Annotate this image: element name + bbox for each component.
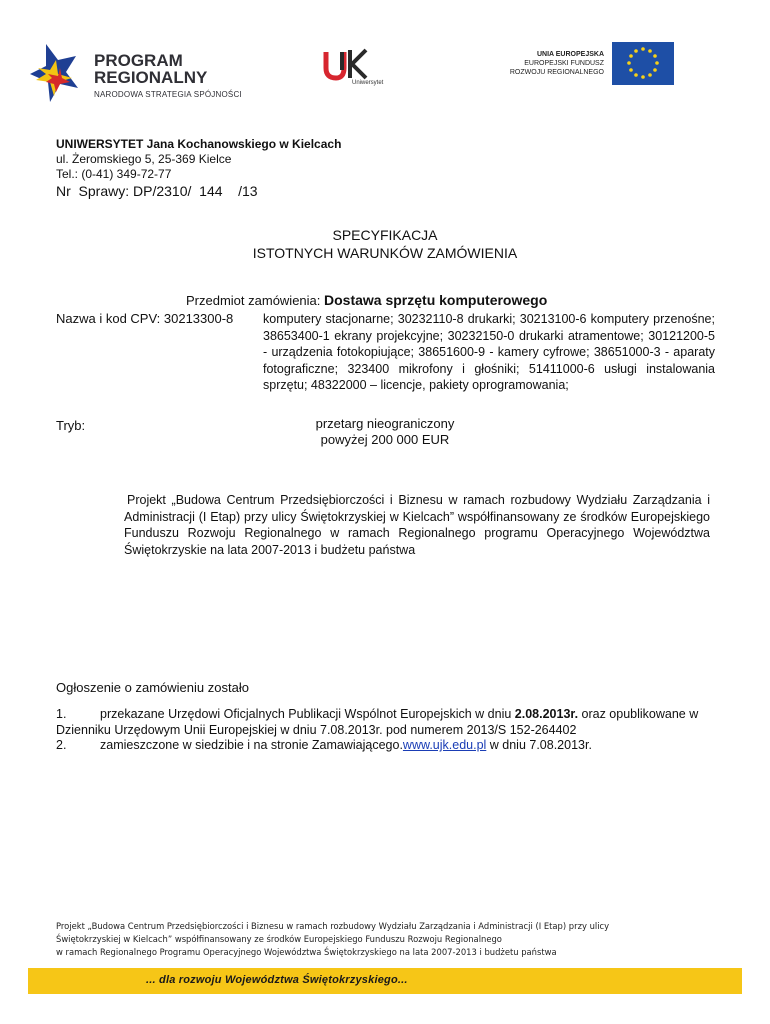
footer-bar [28, 968, 742, 994]
announcement-item-2 [56, 738, 716, 754]
ujk-website-link[interactable]: www.ujk.edu.pl [402, 738, 487, 752]
institution-name: UNIWERSYTET Jana Kochanowskiego w Kielcach [56, 137, 342, 151]
item-1-number: 1. [56, 707, 67, 721]
eu-stars-icon [612, 42, 674, 85]
eu-line-2: EUROPEJSKI FUNDUSZ [524, 60, 604, 67]
mode-value [0, 416, 770, 448]
eu-logo-text [488, 50, 604, 77]
institution-block [56, 137, 341, 182]
footer-slogan: ... dla rozwoju Województwa Świętokrzyskiego... [146, 974, 408, 986]
subject-value: Dostawa sprzętu komputerowego [324, 292, 548, 308]
eu-flag-icon [612, 42, 674, 85]
item-2-text-b: w dniu 7.08.2013r. [486, 738, 592, 752]
item-1-date: 2.08.2013r. [514, 707, 579, 721]
item-1-text-b: oraz opublikowane w Dzienniku Urzędowym Unii Europejskiej w dniu 7.08.2013r. pod numerem 2013/S 152-264402 [56, 707, 699, 737]
eu-line-1: UNIA EUROPEJSKA [536, 51, 604, 58]
item-1-text-a: przekazane Urzędowi Oficjalnych Publikacji Wspólnot Europejskich w dniu [100, 707, 515, 721]
footer-note [56, 920, 716, 959]
ujk-emblem-icon [322, 48, 372, 82]
order-subject [186, 292, 547, 308]
cpv-label: Nazwa i kod CPV: 30213300-8 [56, 311, 234, 326]
mode-label: Tryb: [56, 418, 86, 433]
institution-phone: Tel.: (0-41) 349-72-77 [56, 167, 172, 181]
program-regionalny-logo [28, 40, 258, 106]
mode-value-line-2: powyżej 200 000 EUR [320, 432, 450, 447]
program-regionalny-star-icon [28, 40, 88, 106]
cpv-codes: komputery stacjonarne; 30232110-8 drukarki; 30213100-6 komputery przenośne; 38653400-1 ekrany projekcyjne; 30232150-0 drukarki atramentowe; 30121200-5 - urządzenia fotokopiujące; 38651600-9 - kamery cyfrowe; 38651000-3 - aparaty fotograficzne; 323400 mikrofony i głośniki; 51411000-6 usługi instalowania sprzętu; 48322000 – licencje, pakiety oprogramowania; [263, 312, 715, 392]
ujk-logo-text: Uniwersytet [352, 80, 384, 86]
case-number: Nr Sprawy: DP/2310/ 144 /13 [56, 183, 258, 199]
ujk-logo [322, 48, 394, 96]
title-line-2: ISTOTNYCH WARUNKÓW ZAMÓWIENIA [252, 245, 518, 261]
project-description: Projekt „Budowa Centrum Przedsiębiorczości i Biznesu w ramach rozbudowy Wydziału Zarządzania i Administracji (I Etap) przy ulicy Świętokrzyskiej w Kielcach” współfinansowany ze środków Europejskiego Funduszu Rozwoju Regionalnego w ramach Regionalnego programu Operacyjnego Województwa Świętokrzyskie na lata 2007-2013 i budżetu państwa [124, 493, 710, 557]
footer-note-line-2: Świętokrzyskiej w Kielcach” współfinansowany ze środków Europejskiego Funduszu Rozwoju Regionalnego [56, 934, 502, 944]
item-2-text-a: zamieszczone w siedzibie i na stronie Zamawiającego. [100, 738, 403, 752]
mode-value-line-1: przetarg nieograniczony [315, 416, 455, 431]
announcement-item-1 [56, 707, 716, 738]
item-2-number: 2. [56, 738, 67, 752]
institution-address: ul. Żeromskiego 5, 25-369 Kielce [56, 152, 232, 166]
announcement-intro: Ogłoszenie o zamówieniu zostało [56, 680, 249, 695]
eu-line-3: ROZWOJU REGIONALNEGO [509, 69, 604, 76]
program-regionalny-subtitle: NARODOWA STRATEGIA SPÓJNOŚCI [94, 90, 242, 99]
footer-note-line-3: w ramach Regionalnego Programu Operacyjnego Województwa Świętokrzyskiego na lata 2007-2013 i budżetu państwa [56, 947, 557, 957]
footer-note-line-1: Projekt „Budowa Centrum Przedsiębiorczości i Biznesu w ramach rozbudowy Wydziału Zarządzania i Administracji (I Etap) przy ulicy [56, 921, 610, 931]
announcement-list [56, 707, 716, 754]
document-title [0, 226, 770, 262]
title-line-1: SPECYFIKACJA [332, 227, 438, 243]
program-regionalny-title: PROGRAM REGIONALNY [94, 51, 208, 87]
subject-label: Przedmiot zamówienia: [186, 293, 324, 308]
